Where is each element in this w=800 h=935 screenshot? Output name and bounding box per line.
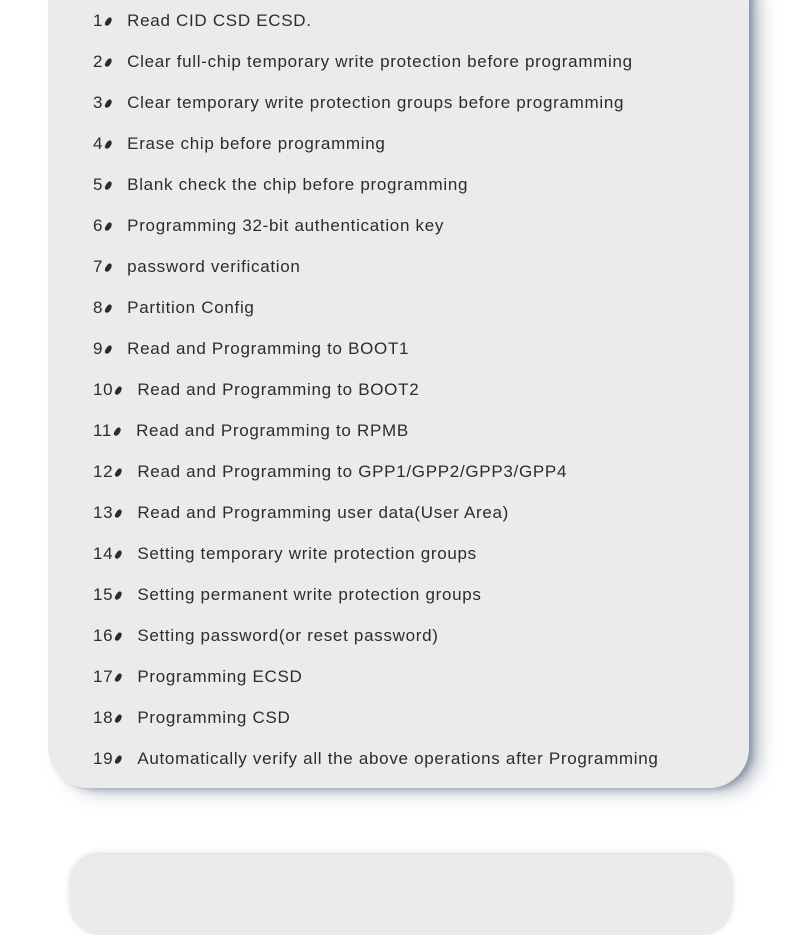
ideographic-comma <box>103 53 118 67</box>
item-text: Programming 32-bit authentication key <box>127 216 445 235</box>
item-number: 6 <box>93 216 104 235</box>
item-text: Setting temporary write protection groups <box>137 544 477 563</box>
ideographic-comma <box>103 258 118 272</box>
item-text: Automatically verify all the above operations after Programming <box>137 749 659 768</box>
ideographic-comma <box>103 340 118 354</box>
list-item <box>93 92 735 114</box>
list-item <box>93 51 735 73</box>
list-item <box>93 420 735 442</box>
item-number: 5 <box>93 175 104 194</box>
ideographic-comma <box>103 94 118 108</box>
item-number: 16 <box>93 626 114 645</box>
ideographic-comma <box>113 463 128 477</box>
ideographic-comma <box>113 381 128 395</box>
ideographic-comma <box>112 422 127 436</box>
ideographic-comma <box>113 504 128 518</box>
item-text: Read and Programming to BOOT1 <box>127 339 410 358</box>
ideographic-comma <box>113 668 128 682</box>
item-number: 4 <box>93 134 104 153</box>
item-text: Read and Programming to BOOT2 <box>137 380 420 399</box>
ideographic-comma <box>113 709 128 723</box>
ideographic-comma <box>103 135 118 149</box>
list-item <box>93 256 735 278</box>
list-item <box>93 748 735 770</box>
item-text: Setting permanent write protection groups <box>137 585 482 604</box>
item-text: Setting password(or reset password) <box>137 626 439 645</box>
item-number: 10 <box>93 380 114 399</box>
item-number: 3 <box>93 93 104 112</box>
item-text: Clear temporary write protection groups before programming <box>127 93 625 112</box>
item-text: Blank check the chip before programming <box>127 175 469 194</box>
next-card-top-edge <box>70 855 732 935</box>
item-number: 8 <box>93 298 104 317</box>
item-number: 14 <box>93 544 114 563</box>
item-number: 9 <box>93 339 104 358</box>
ideographic-comma <box>103 12 118 26</box>
item-number: 1 <box>93 11 104 30</box>
item-number: 12 <box>93 462 114 481</box>
item-text: Read and Programming to RPMB <box>136 421 409 440</box>
list-item <box>93 338 735 360</box>
item-number: 7 <box>93 257 104 276</box>
list-item <box>93 502 735 524</box>
ideographic-comma <box>113 627 128 641</box>
list-item <box>93 379 735 401</box>
item-text: Programming CSD <box>137 708 291 727</box>
ideographic-comma <box>113 586 128 600</box>
feature-card <box>48 0 749 788</box>
item-number: 13 <box>93 503 114 522</box>
item-text: Partition Config <box>127 298 255 317</box>
item-number: 18 <box>93 708 114 727</box>
ideographic-comma <box>103 176 118 190</box>
list-item <box>93 133 735 155</box>
ideographic-comma <box>113 545 128 559</box>
list-item <box>93 707 735 729</box>
item-number: 2 <box>93 52 104 71</box>
feature-list <box>93 10 735 789</box>
list-item <box>93 543 735 565</box>
item-number: 11 <box>93 421 113 440</box>
item-text: Programming ECSD <box>137 667 303 686</box>
item-text: password verification <box>127 257 301 276</box>
item-text: Clear full-chip temporary write protection before programming <box>127 52 633 71</box>
list-item <box>93 174 735 196</box>
item-number: 17 <box>93 667 114 686</box>
list-item <box>93 461 735 483</box>
ideographic-comma <box>113 750 128 764</box>
ideographic-comma <box>103 299 118 313</box>
item-text: Read and Programming to GPP1/GPP2/GPP3/GPP4 <box>137 462 568 481</box>
list-item <box>93 297 735 319</box>
item-number: 19 <box>93 749 114 768</box>
item-number: 15 <box>93 585 114 604</box>
ideographic-comma <box>103 217 118 231</box>
item-text: Erase chip before programming <box>127 134 386 153</box>
list-item <box>93 625 735 647</box>
list-item <box>93 666 735 688</box>
item-text: Read CID CSD ECSD. <box>127 11 312 30</box>
list-item <box>93 215 735 237</box>
list-item <box>93 10 735 32</box>
item-text: Read and Programming user data(User Area) <box>137 503 510 522</box>
list-item <box>93 584 735 606</box>
